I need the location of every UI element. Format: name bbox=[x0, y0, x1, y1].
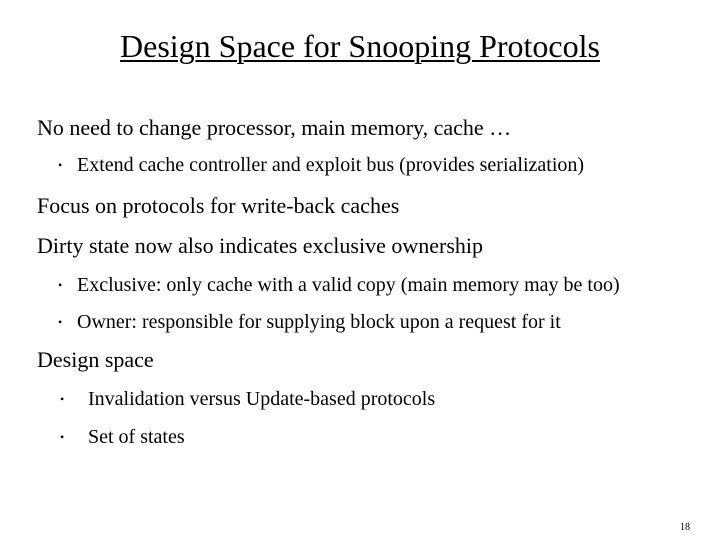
bullet-dot: • bbox=[58, 315, 63, 329]
slide-title-text: Design Space for Snooping Protocols bbox=[120, 28, 600, 64]
bullet-item-design-space: Design space bbox=[37, 347, 154, 372]
sub-bullet-invalidation-update: Invalidation versus Update-based protocols bbox=[88, 388, 436, 410]
sub-bullet-exclusive: Exclusive: only cache with a valid copy (main memory may be too) bbox=[77, 274, 620, 296]
bullet-dot: • bbox=[60, 430, 65, 444]
bullet-item-write-back: Focus on protocols for write-back caches bbox=[37, 193, 400, 218]
sub-bullet-extend-controller: Extend cache controller and exploit bus (provides serialization) bbox=[77, 154, 585, 176]
page-number: 18 bbox=[680, 522, 690, 533]
bullet-dot: • bbox=[58, 278, 63, 292]
bullet-dot: • bbox=[60, 392, 65, 406]
bullet-item-no-change: No need to change processor, main memory, cache … bbox=[37, 115, 512, 140]
sub-bullet-owner: Owner: responsible for supplying block upon a request for it bbox=[77, 311, 561, 333]
sub-bullet-set-of-states: Set of states bbox=[88, 426, 185, 448]
slide-title bbox=[0, 26, 720, 66]
bullet-item-dirty-state: Dirty state now also indicates exclusive ownership bbox=[37, 233, 484, 258]
bullet-dot: • bbox=[58, 158, 63, 172]
